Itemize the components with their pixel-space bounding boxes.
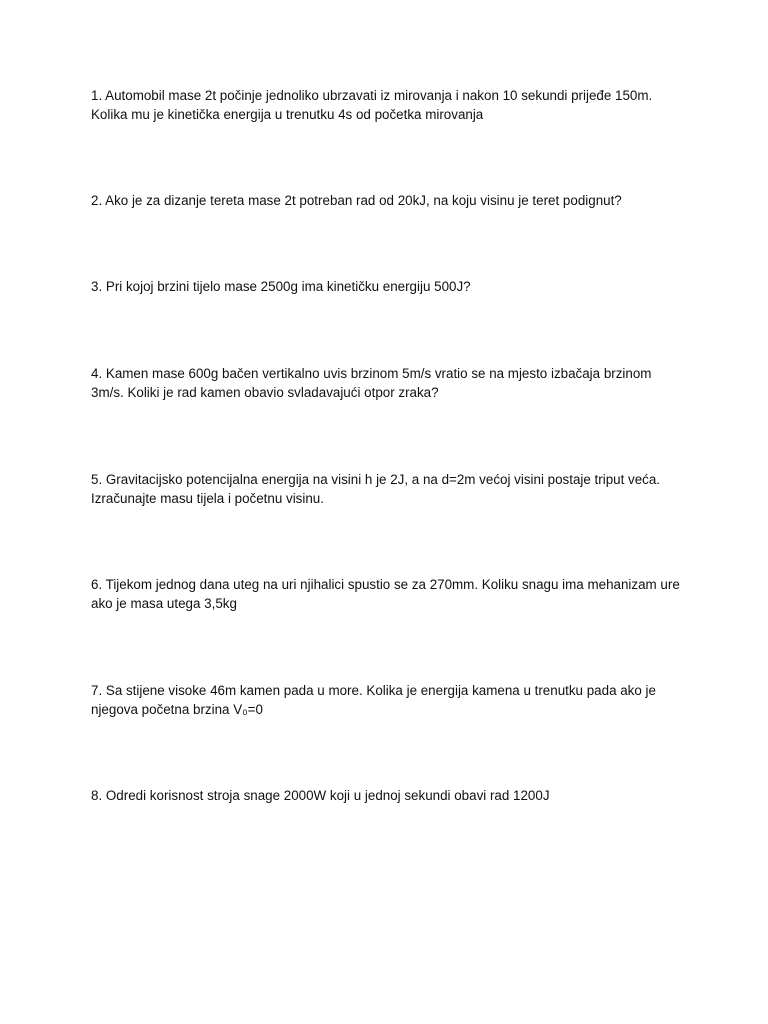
question-2: 2. Ako je za dizanje tereta mase 2t potreban rad od 20kJ, na koju visinu je teret podignut? — [91, 193, 622, 208]
question-1: 1. Automobil mase 2t počinje jednoliko ubrzavati iz mirovanja i nakon 10 sekundi prijeđe 150m. Kolika mu je kinetička energija u trenutku 4s od početka mirovanja — [91, 88, 653, 122]
question-7: 7. Sa stijene visoke 46m kamen pada u more. Kolika je energija kamena u trenutku pada ako je njegova početna brzina V₀=0 — [91, 683, 656, 717]
question-3: 3. Pri kojoj brzini tijelo mase 2500g ima kinetičku energiju 500J? — [91, 279, 471, 294]
question-8: 8. Odredi korisnost stroja snage 2000W koji u jednoj sekundi obavi rad 1200J — [91, 788, 550, 803]
question-4: 4. Kamen mase 600g bačen vertikalno uvis brzinom 5m/s vratio se na mjesto izbačaja brzinom 3m/s. Koliki je rad kamen obavio svladavajući otpor zraka? — [91, 366, 652, 400]
question-6: 6. Tijekom jednog dana uteg na uri njihalici spustio se za 270mm. Koliku snagu ima mehanizam ure ako je masa utega 3,5kg — [91, 577, 680, 611]
question-5: 5. Gravitacijsko potencijalna energija na visini h je 2J, a na d=2m većoj visini postaje triput veća. Izračunajte masu tijela i početnu visinu. — [91, 472, 661, 506]
